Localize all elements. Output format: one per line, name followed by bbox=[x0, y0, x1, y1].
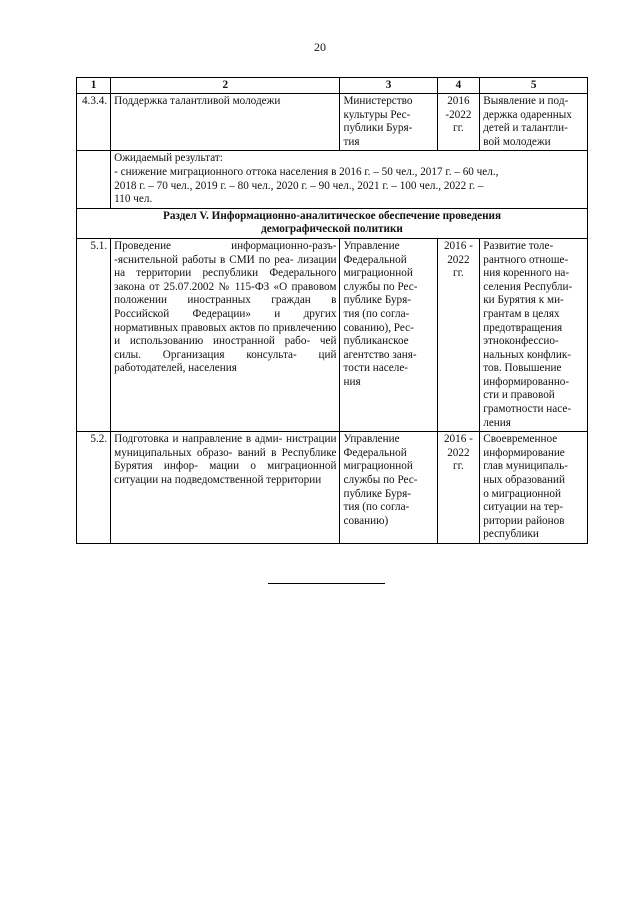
period-text: 2016 - 2022 гг. bbox=[437, 238, 480, 431]
executor-text: Управление Федеральной миграционной службы по Рес- публике Буря- тия (по согла- сованию) bbox=[340, 432, 437, 544]
column-header: 3 bbox=[340, 78, 437, 94]
expected-result-cell bbox=[111, 151, 588, 208]
expected-result-row bbox=[77, 151, 588, 208]
row-number: 4.3.4. bbox=[77, 94, 111, 151]
result-text: Выявление и под- держка одаренных детей и талантли- вой молодежи bbox=[480, 94, 588, 151]
column-header: 5 bbox=[480, 78, 588, 94]
result-text: Своевременное информирование глав муниципаль- ных образований о миграционной ситуации на тер- ритории районов республики bbox=[480, 432, 588, 544]
measure-text: Подготовка и направление в адми- нистрации муниципальных образо- ваний в Республике Бурятия инфор- мации о миграционной ситуации на подведомственной территории bbox=[111, 432, 340, 544]
table-row bbox=[77, 94, 588, 151]
period-text: 2016 -2022 гг. bbox=[437, 94, 480, 151]
measure-text: Проведение информационно-разъ- -яснительной работы в СМИ по реа- лизации на территории республики Федерального закона от 25.07.2002 № 115-ФЗ «О правовом положении иностранных граждан в Российской Федерации» и других нормативных правовых актов по привлечению и использованию иностранной рабо- чей силы. Организация консульта- ций работодателей, населения bbox=[111, 238, 340, 431]
period-text: 2016 - 2022 гг. bbox=[437, 432, 480, 544]
row-number: 5.1. bbox=[77, 238, 111, 431]
executor-text: Управление Федеральной миграционной службы по Рес- публике Буря- тия (по согла- сованию), Рес- публиканское агентство заня- тости населе- ния bbox=[340, 238, 437, 431]
column-header: 1 bbox=[77, 78, 111, 94]
expected-result-label: Ожидаемый результат: bbox=[114, 152, 223, 165]
section-row bbox=[77, 208, 588, 238]
table-header-row bbox=[77, 78, 588, 94]
end-divider bbox=[268, 583, 385, 584]
measures-table bbox=[76, 77, 588, 544]
page-number: 20 bbox=[314, 40, 326, 54]
expected-result-text: - снижение миграционного оттока населения в 2016 г. – 50 чел., 2017 г. – 60 чел., 2018 г. – 70 чел., 2019 г. – 80 чел., 2020 г. – 90 чел., 2021 г. – 100 чел., 2022 г. – 110 чел. bbox=[114, 165, 499, 206]
column-header: 2 bbox=[111, 78, 340, 94]
table-row bbox=[77, 432, 588, 544]
result-text: Развитие толе- рантного отноше- ния коренного на- селения Республи- ки Бурятия к ми- грантам в целях предотвращения этноконфессио- нальных конфлик- тов. Повышение информированно- сти и правовой грамотности насе- ления bbox=[480, 238, 588, 431]
executor-text: Министерство культуры Рес- публики Буря- тия bbox=[340, 94, 437, 151]
column-header: 4 bbox=[437, 78, 480, 94]
empty-cell bbox=[77, 151, 111, 208]
table-row bbox=[77, 238, 588, 431]
section-title: Раздел V. Информационно-аналитическое обеспечение проведения демографической политики bbox=[77, 208, 588, 238]
row-number: 5.2. bbox=[77, 432, 111, 544]
measure-text: Поддержка талантливой молодежи bbox=[111, 94, 340, 151]
